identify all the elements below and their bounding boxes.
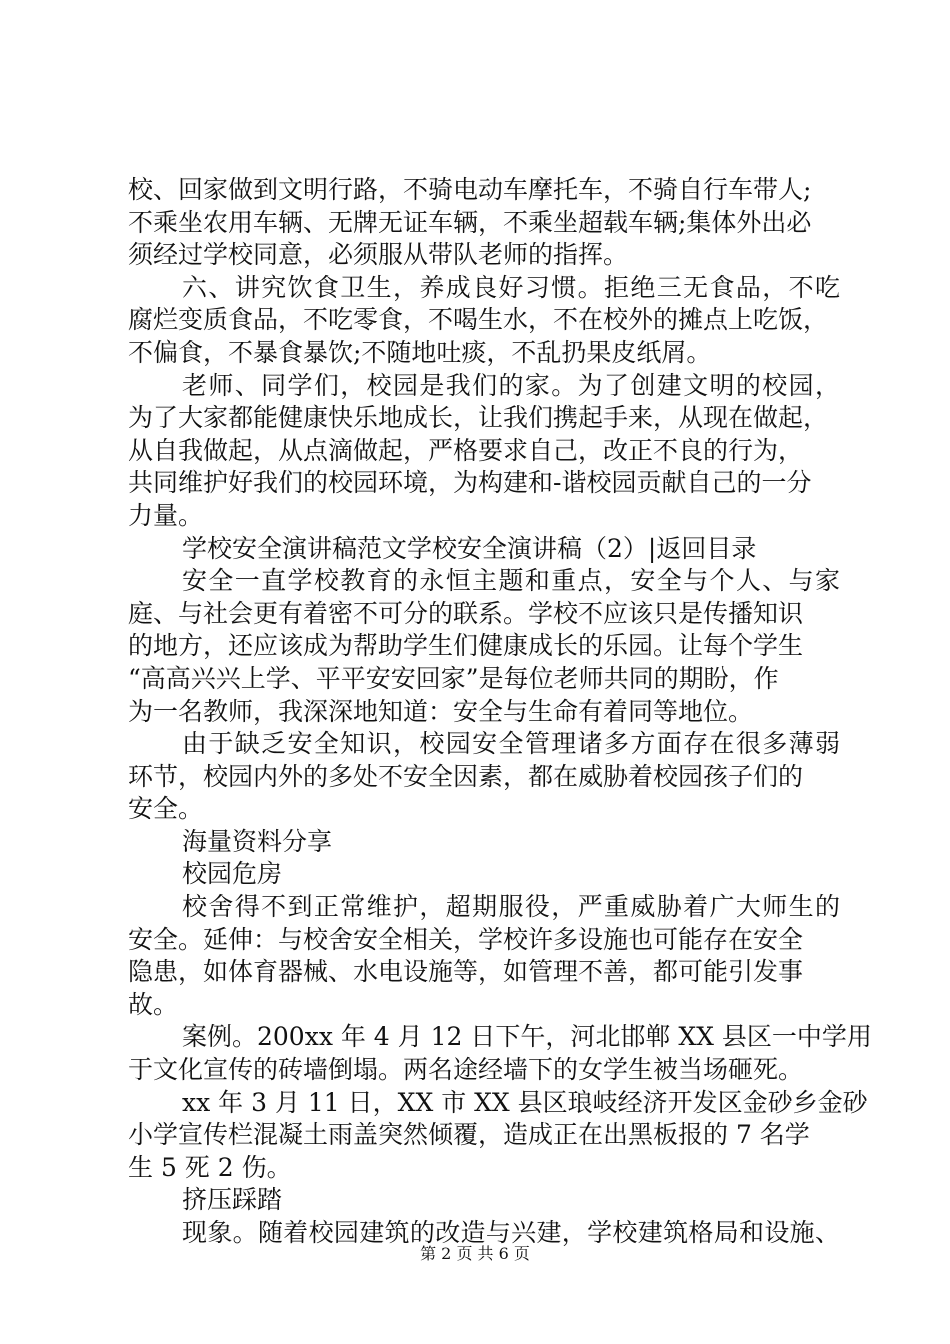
text-line: “高高兴兴上学、平平安安回家”是每位老师共同的期盼，作 <box>128 663 779 693</box>
text-line: 须经过学校同意，必须服从带队老师的指挥。 <box>128 240 629 270</box>
text-line: 力量。 <box>128 500 204 530</box>
paragraph-start: 现象。随着校园建筑的改造与兴建，学校建筑格局和设施、 <box>182 1218 840 1247</box>
text-line: 隐患，如体育器械、水电设施等，如管理不善，都可能引发事 <box>128 957 804 987</box>
text-line: 环节，校园内外的多处不安全因素，都在威胁着校园孩子们的 <box>128 761 804 791</box>
paragraph-start: xx 年 3 月 11 日，XX 市 XX 县区琅岐经济开发区金砂乡金砂 <box>182 1087 868 1117</box>
text-line: 不偏食，不暴食暴饮;不随地吐痰，不乱扔果皮纸屑。 <box>128 337 712 367</box>
subheading: 校园危房 <box>182 859 283 889</box>
text-line: 小学宣传栏混凝土雨盖突然倾覆，造成正在出黑板报的 7 名学 <box>128 1120 810 1150</box>
paragraph-start: 由于缺乏安全知识，校园安全管理诸多方面存在很多薄弱 <box>182 729 840 759</box>
text-line: 从自我做起，从点滴做起，严格要求自己，改正不良的行为， <box>128 435 804 465</box>
text-line: 的地方，还应该成为帮助学生们健康成长的乐园。让每个学生 <box>128 631 804 661</box>
section-heading: 学校安全演讲稿范文学校安全演讲稿（2）|返回目录 <box>182 533 757 563</box>
document-body <box>128 174 872 1250</box>
text-line: 于文化宣传的砖墙倒塌。两名途经墙下的女学生被当场砸死。 <box>128 1055 804 1085</box>
text-line: 为了大家都能健康快乐地成长，让我们携起手来，从现在做起， <box>128 403 829 433</box>
subheading: 海量资料分享 <box>182 826 333 856</box>
text-line: 为一名教师，我深深地知道：安全与生命有着同等地位。 <box>128 696 754 726</box>
text-line: 共同维护好我们的校园环境，为构建和-谐校园贡献自己的一分 <box>128 468 812 498</box>
paragraph-start: 安全一直学校教育的永恒主题和重点，安全与个人、与家 <box>182 566 840 596</box>
text-line: 腐烂变质食品，不吃零食，不喝生水，不在校外的摊点上吃饭， <box>128 305 829 335</box>
paragraph-start: 老师、同学们，校园是我们的家。为了创建文明的校园， <box>182 370 840 400</box>
paragraph-start: 六、讲究饮食卫生，养成良好习惯。拒绝三无食品，不吃 <box>182 272 840 302</box>
paragraph-start: 校舍得不到正常维护，超期服役，严重威胁着广大师生的 <box>182 892 840 922</box>
text-line: 庭、与社会更有着密不可分的联系。学校不应该只是传播知识 <box>128 598 804 628</box>
text-line: 不乘坐农用车辆、无牌无证车辆，不乘坐超载车辆;集体外出必 <box>128 207 812 237</box>
text-line: 校、回家做到文明行路，不骑电动车摩托车，不骑自行车带人; <box>128 175 812 204</box>
text-line: 安全。 <box>128 794 204 824</box>
paragraph-start: 案例。200xx 年 4 月 12 日下午，河北邯郸 XX 县区一中学用 <box>182 1022 872 1052</box>
page-footer <box>0 1244 950 1264</box>
page-number-label: 第 2 页 共 6 页 <box>420 1244 530 1263</box>
text-line: 生 5 死 2 伤。 <box>128 1152 292 1182</box>
subheading: 挤压踩踏 <box>182 1185 283 1215</box>
text-line: 故。 <box>128 989 179 1019</box>
text-line: 安全。延伸：与校舍安全相关，学校许多设施也可能存在安全 <box>128 924 804 954</box>
